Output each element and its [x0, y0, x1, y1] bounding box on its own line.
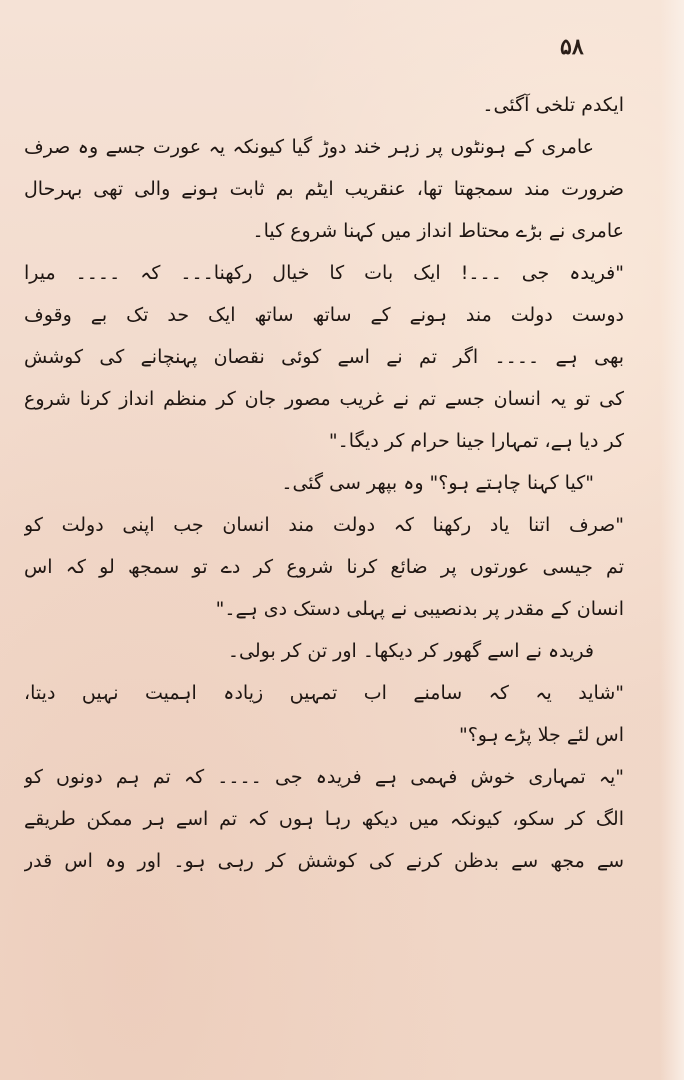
text-line-2: عامری کے ہونٹوں پر زہر خند دوڑ گیا کیونکہ یہ عورت جسے وہ صرف	[24, 136, 594, 158]
text-line-6: دوست دولت مند ہونے کے ساتھ ساتھ ایک حد تک بے وقوف	[24, 304, 624, 326]
text-line-12: تم جیسی عورتوں پر ضائع کرنا شروع کر دے تو سمجھ لو کہ اس	[24, 556, 624, 578]
text-line-9: کر دیا ہے، تمہارا جینا حرام کر دیگا۔"	[328, 430, 624, 452]
text-line-14: فریدہ نے اسے گھور کر دیکھا۔ اور تن کر بولی۔	[227, 640, 594, 662]
text-line-8: کی تو یہ انسان جسے تم نے غریب مصور جان کر منظم انداز کرنا شروع	[24, 388, 624, 410]
text-line-15: "شاید یہ کہ سامنے اب تمہیں زیادہ اہمیت نہیں دیتا،	[24, 682, 624, 704]
text-line-13: انسان کے مقدر پر بدنصیبی نے پہلی دستک دی ہے۔"	[215, 598, 624, 620]
text-line-10: "کیا کہنا چاہتے ہو؟" وہ بپھر سی گئی۔	[281, 472, 594, 494]
page-number: ۵۸	[560, 34, 584, 60]
text-line-1: ایکدم تلخی آگئی۔	[482, 94, 624, 116]
text-line-3: ضرورت مند سمجھتا تھا، عنقریب ایٹم بم ثابت ہونے والی تھی بہرحال	[24, 178, 624, 200]
text-line-19: سے مجھ سے بدظن کرنے کی کوشش کر رہی ہو۔ اور وہ اس قدر	[24, 850, 624, 872]
text-line-5: "فریدہ جی ۔۔۔! ایک بات کا خیال رکھنا۔۔۔ کہ ۔۔۔۔ میرا	[24, 262, 624, 284]
text-line-17: "یہ تمہاری خوش فہمی ہے فریدہ جی ۔۔۔۔ کہ تم ہم دونوں کو	[24, 766, 624, 788]
text-line-4: عامری نے بڑے محتاط انداز میں کہنا شروع کیا۔	[252, 220, 624, 242]
text-line-7: بھی ہے ۔۔۔۔ اگر تم نے اسے کوئی نقصان پہنچانے کی کوشش	[24, 346, 624, 368]
text-line-18: الگ کر سکو، کیونکہ میں دیکھ رہا ہوں کہ تم اسے ہر ممکن طریقے	[24, 808, 624, 830]
urdu-text-block	[24, 84, 624, 882]
text-line-16: اس لئے جلا پڑے ہو؟"	[458, 724, 624, 746]
text-line-11: "صرف اتنا یاد رکھنا کہ دولت مند انسان جب اپنی دولت کو	[24, 514, 624, 536]
